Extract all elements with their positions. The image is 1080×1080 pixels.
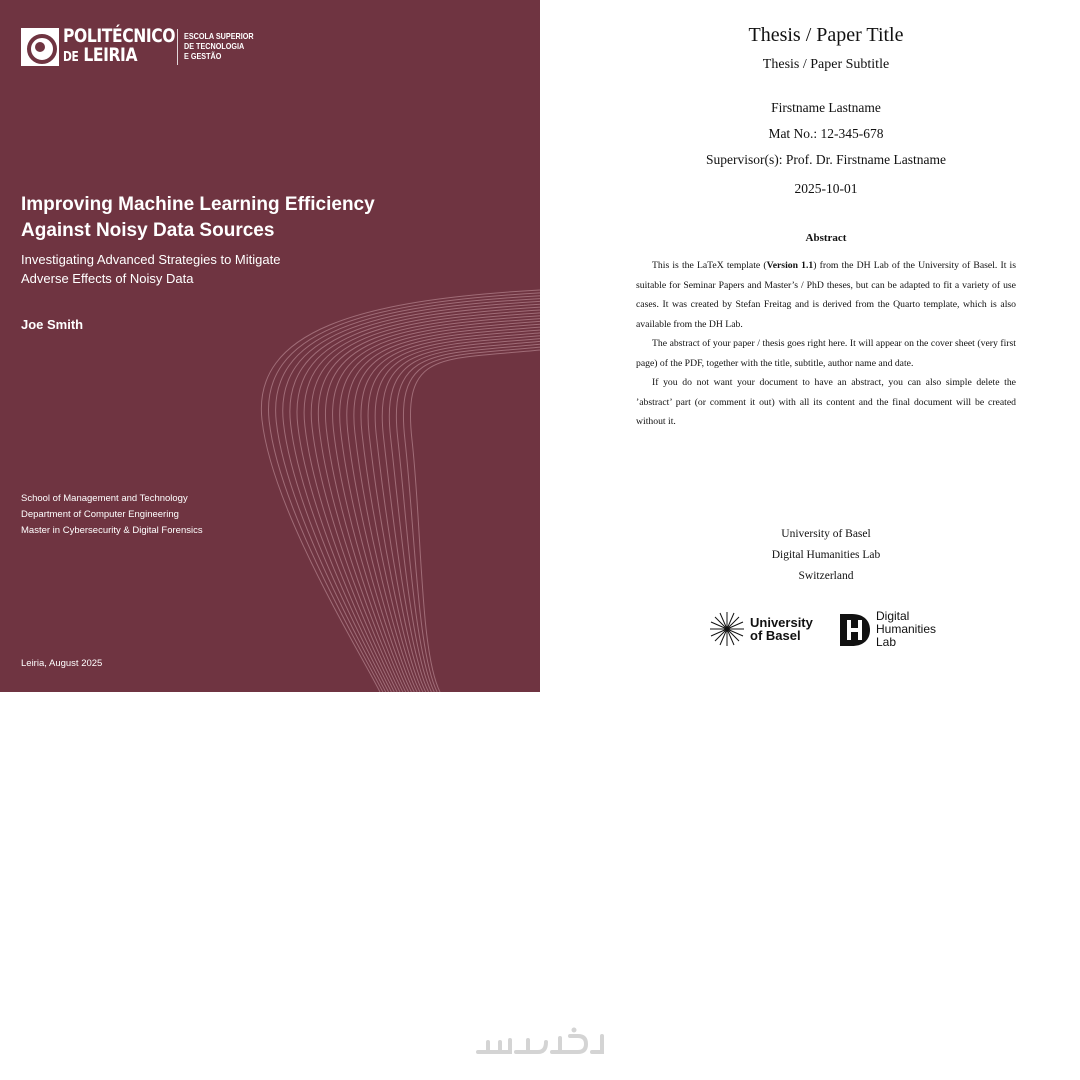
cover-title-line2: Against Noisy Data Sources (21, 220, 275, 241)
dh-lab-logo-text: Digital Humanities Lab (876, 609, 937, 649)
dh-lab-mark-icon (838, 611, 872, 649)
cover-subtitle-line1: Investigating Advanced Strategies to Mitigate (21, 252, 281, 267)
logo-school-line1: ESCOLA SUPERIOR (184, 31, 254, 41)
cover-page (0, 0, 540, 692)
logo-school-line3: E GESTÃO (184, 51, 222, 61)
affiliation-program: Master in Cybersecurity & Digital Forensics (21, 525, 203, 536)
logo-name (63, 27, 175, 67)
cover-title-line1: Improving Machine Learning Efficiency (21, 194, 375, 215)
abstract-paragraph-1: This is the LaTeX template (Version 1.1) from the DH Lab of the University of Basel. It is suitable for Seminar Papers and Master’s / PhD theses, but can be adapted to fit a variety of use cases. It was created by Stefan Freitag and is derived from the Quarto template, which is also available from the DH Lab. (636, 260, 1016, 330)
university-of-basel-logo (708, 610, 813, 648)
wave-line (318, 313, 540, 692)
wave-line (403, 347, 540, 692)
logo-name-line1: POLITÉCNICO (63, 25, 176, 47)
logo-name-line2 (63, 46, 175, 67)
abstract-heading: Abstract (805, 232, 847, 244)
logo-school-name (184, 31, 254, 61)
abstract-paragraph-2: The abstract of your paper / thesis goes right here. It will appear on the cover sheet (very first page) of the PDF, together with the title, subtitle, author name and date. (636, 338, 1016, 369)
paper-subtitle: Thesis / Paper Subtitle (762, 57, 890, 72)
logo-divider (177, 29, 178, 65)
logo-school-line2: DE TECNOLOGIA (184, 41, 245, 51)
wave-lines-decoration (0, 0, 540, 692)
wave-line (325, 316, 540, 692)
affiliation-school: School of Management and Technology (21, 493, 188, 504)
abstract-paragraph-3: If you do not want your document to have an abstract, you can also simple delete the ’abstract’ part (or comment it out) with all its content and the final document will be created without it. (636, 377, 1016, 427)
institution-logos (708, 610, 968, 652)
dh-lab-logo (838, 610, 936, 649)
cover-author: Joe Smith (21, 317, 84, 332)
paper-mat-no: Mat No.: 12-345-678 (768, 126, 884, 141)
wave-line (297, 304, 540, 692)
cover-title (21, 192, 421, 244)
wave-line (311, 310, 540, 692)
unibas-star-icon (708, 610, 746, 648)
paper-supervisor: Supervisor(s): Prof. Dr. Firstname Lastname (706, 152, 946, 167)
unibas-logo-text: University of Basel (750, 615, 813, 643)
lab-name: Digital Humanities Lab (771, 549, 881, 561)
wave-line (410, 350, 540, 692)
logo-name-prefix: DE (63, 50, 79, 65)
logo-name-main: LEIRIA (83, 44, 138, 66)
institution-name: University of Basel (781, 528, 871, 540)
affiliation-department: Department of Computer Engineering (21, 509, 179, 520)
cover-subtitle (21, 250, 381, 288)
cover-date: Leiria, August 2025 (21, 658, 103, 669)
politecnico-leiria-logo (21, 25, 254, 67)
paper-author: Firstname Lastname (771, 100, 881, 115)
paper-date: 2025-10-01 (794, 181, 858, 196)
cover-subtitle-line2: Adverse Effects of Noisy Data (21, 271, 194, 286)
wave-line (268, 293, 540, 692)
watermark-logo (474, 1026, 606, 1062)
cover-affiliation (21, 491, 203, 539)
politecnico-logo-icon (21, 28, 59, 66)
version-label: Version 1.1 (766, 260, 814, 271)
country-name: Switzerland (798, 570, 854, 582)
abstract-body (636, 256, 1016, 432)
paper-title-page (540, 0, 1080, 692)
paper-title: Thesis / Paper Title (748, 24, 904, 46)
